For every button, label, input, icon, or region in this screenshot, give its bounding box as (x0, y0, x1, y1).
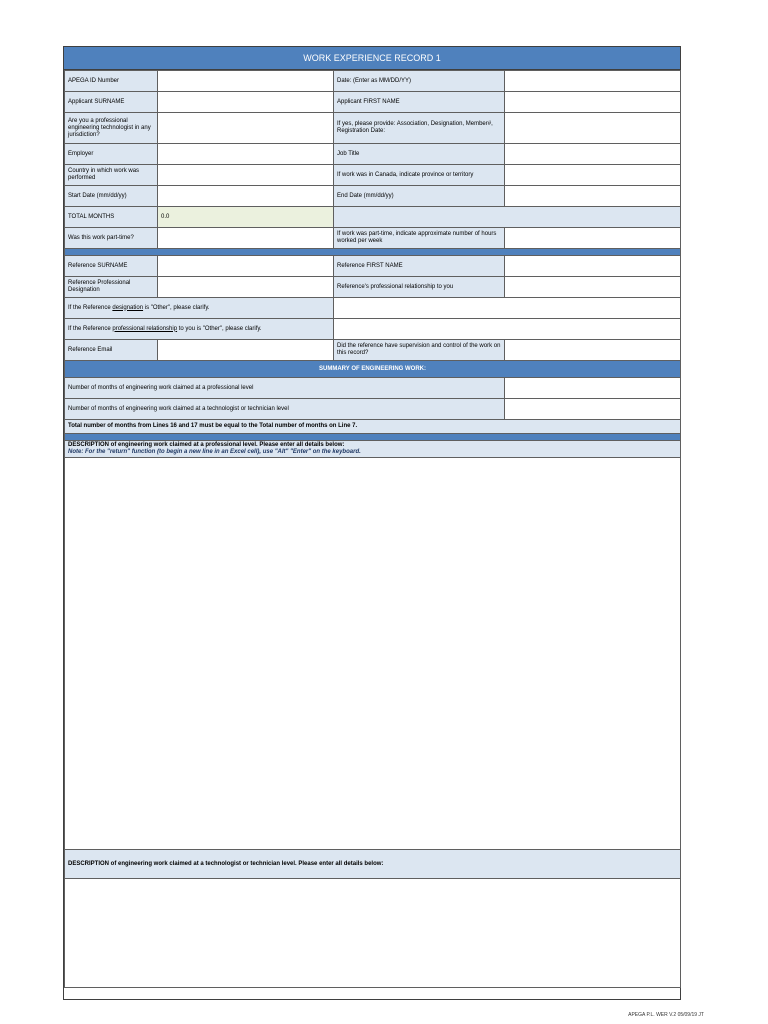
ref-designation-field[interactable] (158, 277, 334, 298)
apega-id-field[interactable] (158, 71, 334, 92)
ref-relationship-label: Reference's professional relationship to you (334, 277, 505, 298)
supervision-field[interactable] (505, 340, 681, 361)
clarify-designation-label: If the Reference designation is "Other", please clarify. (65, 298, 334, 319)
ifyes-label: If yes, please provide: Association, Designation, Member#, Registration Date: (334, 113, 505, 144)
total-months-note: Total number of months from Lines 16 and 17 must be equal to the Total number of months on Line 7. (65, 420, 681, 434)
employer-label: Employer (65, 144, 158, 165)
ref-firstname-label: Reference FIRST NAME (334, 256, 505, 277)
surname-field[interactable] (158, 92, 334, 113)
total-months-filler (334, 207, 681, 228)
firstname-label: Applicant FIRST NAME (334, 92, 505, 113)
surname-label: Applicant SURNAME (65, 92, 158, 113)
date-field[interactable] (505, 71, 681, 92)
prof-months-label: Number of months of engineering work claimed at a professional level (65, 378, 505, 399)
description-prof-header (65, 441, 681, 458)
section-divider (65, 249, 681, 256)
description-tech-field[interactable] (65, 879, 681, 988)
prof-months-field[interactable] (505, 378, 681, 399)
clarify-relationship-field[interactable] (334, 319, 681, 340)
employer-field[interactable] (158, 144, 334, 165)
firstname-field[interactable] (505, 92, 681, 113)
summary-header: SUMMARY OF ENGINEERING WORK: (65, 361, 681, 378)
parttime-hours-label: If work was part-time, indicate approximate number of hours worked per week (334, 228, 505, 249)
ref-email-label: Reference Email (65, 340, 158, 361)
supervision-label: Did the reference have supervision and control of the work on this record? (334, 340, 505, 361)
jobtitle-field[interactable] (505, 144, 681, 165)
province-field[interactable] (505, 165, 681, 186)
technologist-field[interactable] (158, 113, 334, 144)
form-grid (64, 70, 681, 988)
parttime-field[interactable] (158, 228, 334, 249)
tech-months-field[interactable] (505, 399, 681, 420)
start-date-label: Start Date (mm/dd/yy) (65, 186, 158, 207)
country-field[interactable] (158, 165, 334, 186)
ifyes-field[interactable] (505, 113, 681, 144)
description-prof-note: Note: For the "return" function (to begin a new line in an Excel cell), use "Alt" "Enter" on the keyboard. (68, 449, 361, 455)
date-label: Date: (Enter as MM/DD/YY) (334, 71, 505, 92)
ref-email-field[interactable] (158, 340, 334, 361)
total-months-value: 0.0 (158, 207, 334, 228)
form-title: WORK EXPERIENCE RECORD 1 (64, 47, 680, 70)
ref-designation-label: Reference Professional Designation (65, 277, 158, 298)
total-months-label: TOTAL MONTHS (65, 207, 158, 228)
technologist-label: Are you a professional engineering technologist in any jurisdiction? (65, 113, 158, 144)
ref-surname-label: Reference SURNAME (65, 256, 158, 277)
province-label: If work was in Canada, indicate province or territory (334, 165, 505, 186)
clarify-relationship-label: If the Reference professional relationship to you is "Other", please clarify. (65, 319, 334, 340)
section-divider-2 (65, 434, 681, 441)
country-label: Country in which work was performed (65, 165, 158, 186)
start-date-field[interactable] (158, 186, 334, 207)
tech-months-label: Number of months of engineering work claimed at a technologist or technician level (65, 399, 505, 420)
parttime-label: Was this work part-time? (65, 228, 158, 249)
description-prof-field[interactable] (65, 458, 681, 850)
description-prof-heading: DESCRIPTION of engineering work claimed at a professional level. Please enter all details below: (68, 442, 345, 448)
end-date-label: End Date (mm/dd/yy) (334, 186, 505, 207)
apega-id-label: APEGA ID Number (65, 71, 158, 92)
end-date-field[interactable] (505, 186, 681, 207)
clarify-designation-field[interactable] (334, 298, 681, 319)
ref-relationship-field[interactable] (505, 277, 681, 298)
work-experience-form (63, 46, 681, 1000)
parttime-hours-field[interactable] (505, 228, 681, 249)
jobtitle-label: Job Title (334, 144, 505, 165)
footer-version: APEGA P.L. WER V.2 05/09/19 JT (628, 1012, 704, 1018)
description-tech-heading: DESCRIPTION of engineering work claimed at a technologist or technician level. Please enter all details below: (65, 850, 681, 879)
ref-firstname-field[interactable] (505, 256, 681, 277)
ref-surname-field[interactable] (158, 256, 334, 277)
